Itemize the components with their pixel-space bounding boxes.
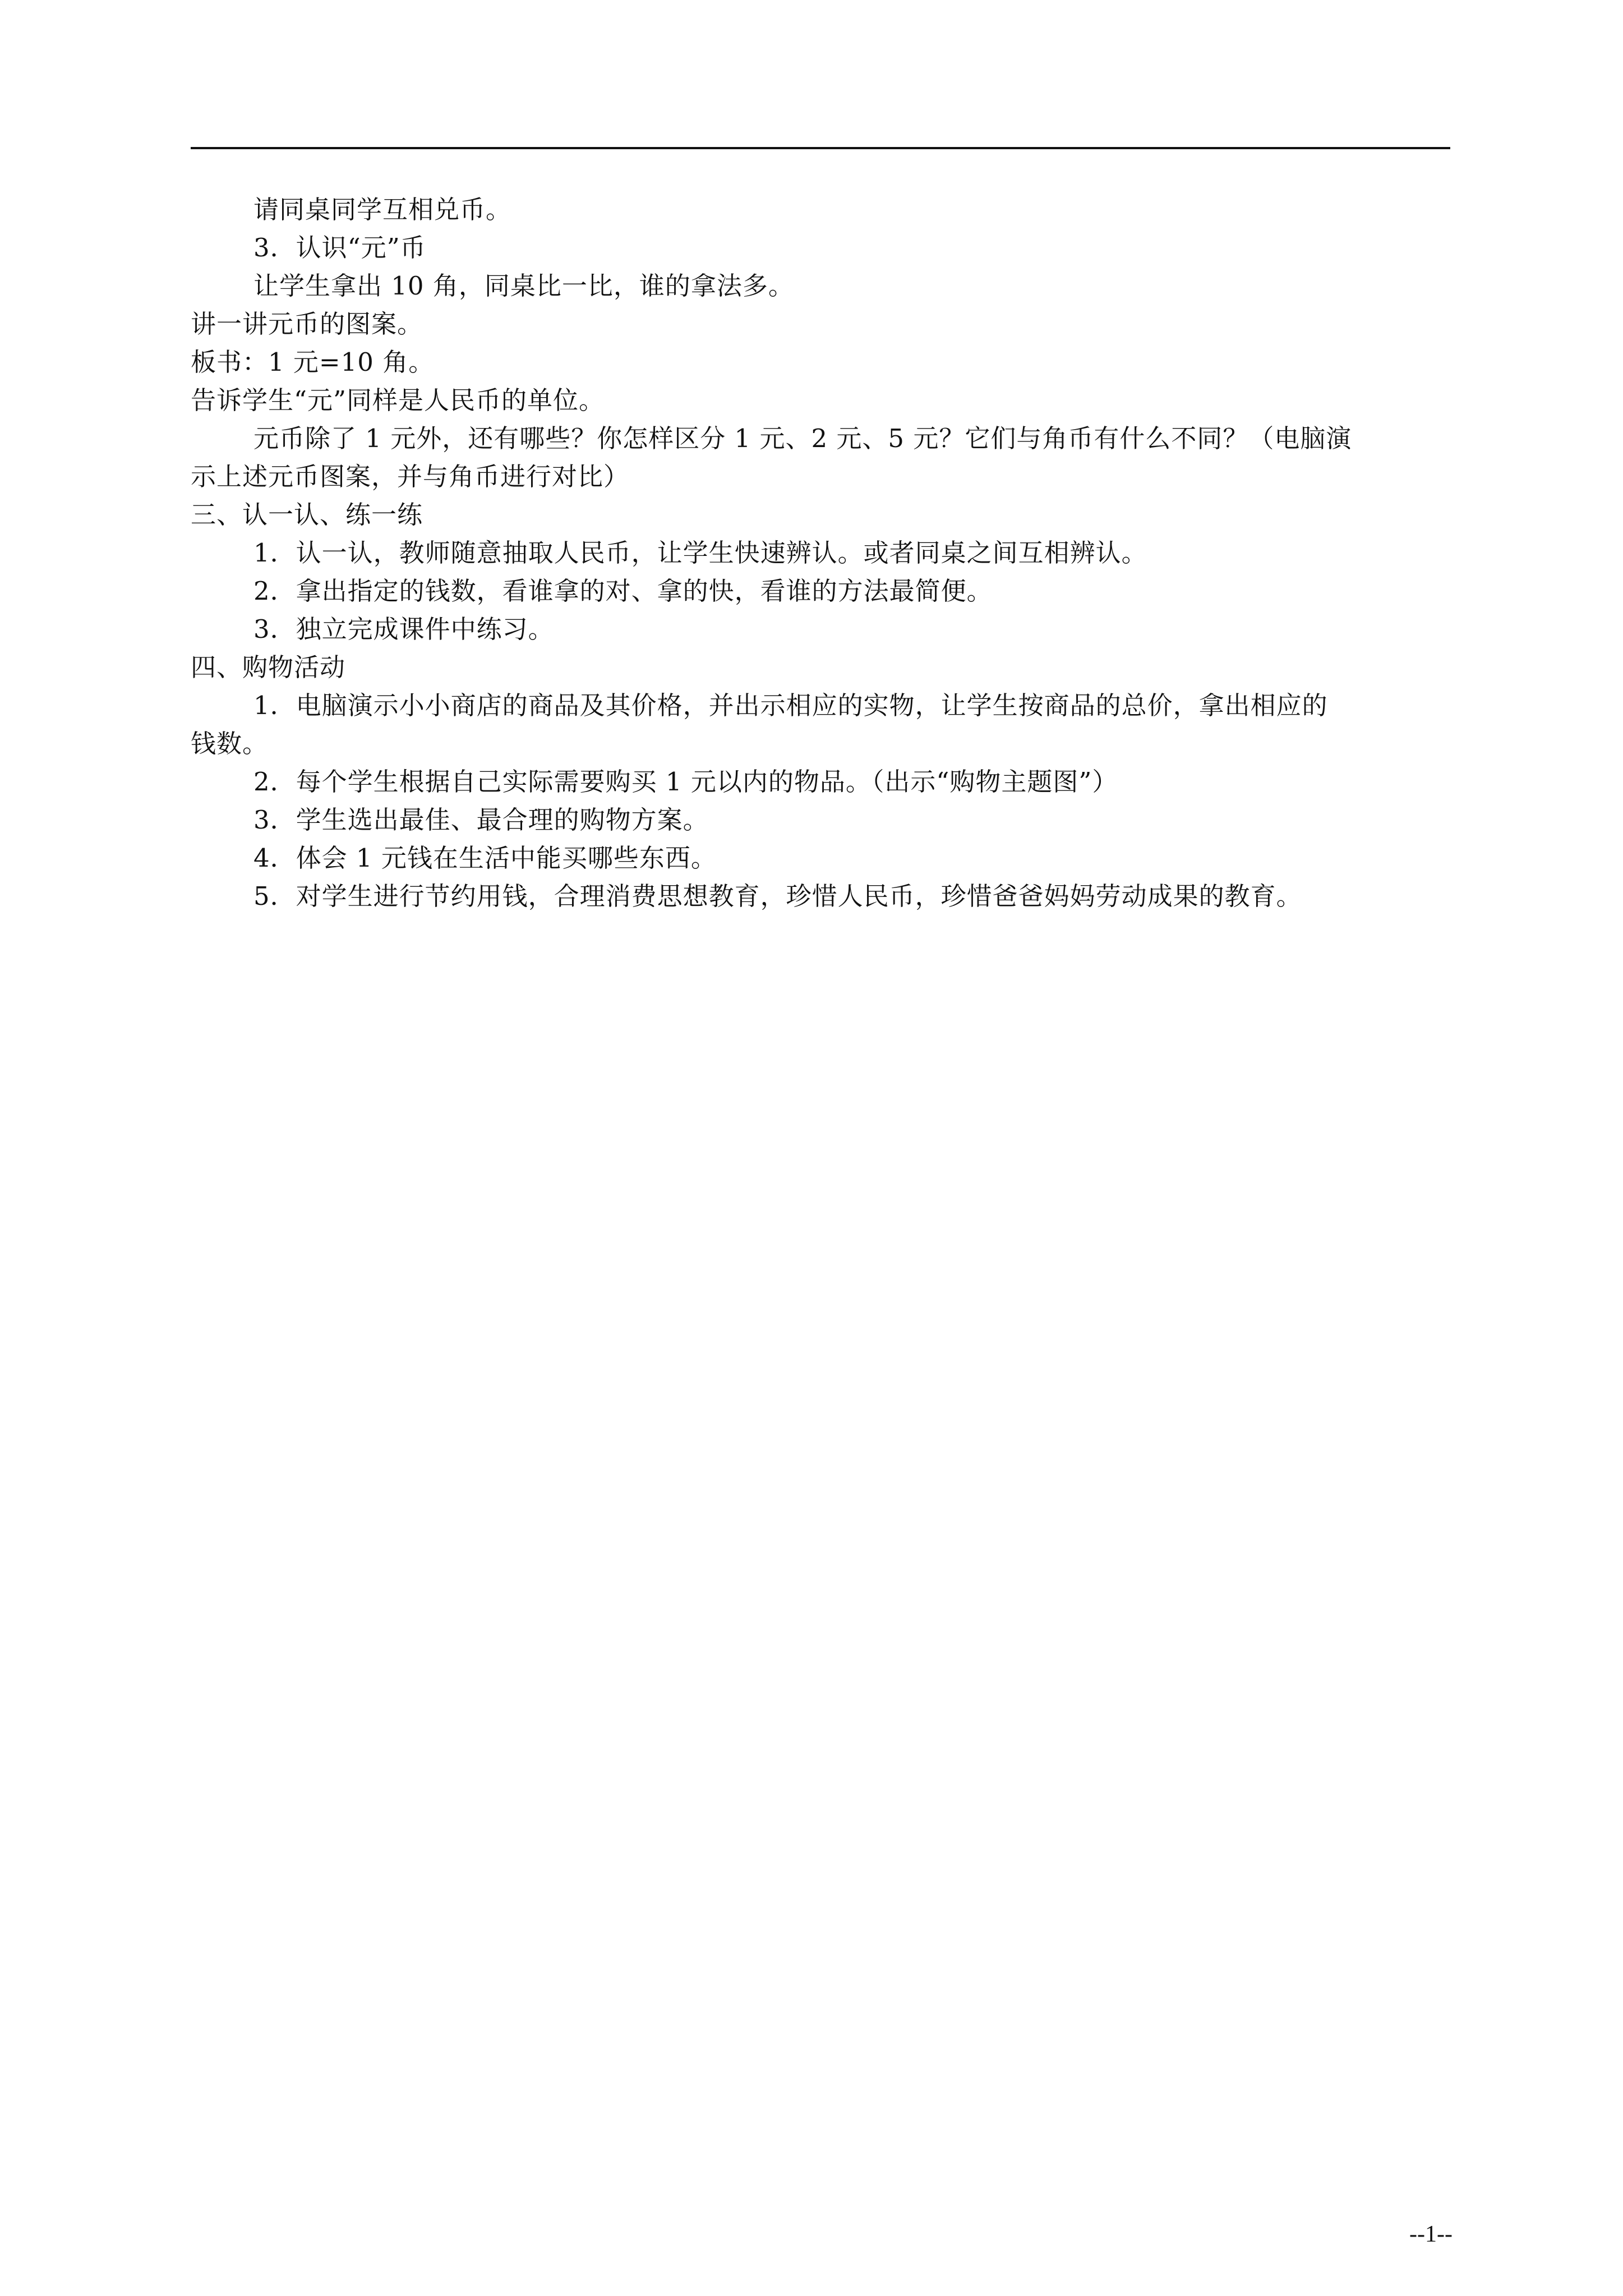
header-rule xyxy=(191,147,1450,149)
text-line: 3．学生选出最佳、最合理的购物方案。 xyxy=(253,805,709,835)
section-heading: 四、购物活动 xyxy=(191,652,346,682)
section-heading: 三、认一认、练一练 xyxy=(191,500,423,530)
text-line: 5．对学生进行节约用钱，合理消费思想教育，珍惜人民币，珍惜爸爸妈妈劳动成果的教育。 xyxy=(253,881,1302,911)
text-line: 2．每个学生根据自己实际需要购买 1 元以内的物品。（出示“购物主题图”） xyxy=(253,767,1118,797)
text-line: 1．电脑演示小小商店的商品及其价格，并出示相应的实物，让学生按商品的总价，拿出相应的 xyxy=(253,691,1328,720)
text-line: 3．认识“元”币 xyxy=(253,233,426,263)
text-line: 告诉学生“元”同样是人民币的单位。 xyxy=(191,385,605,415)
page-number: --1-- xyxy=(1409,2221,1453,2247)
text-line: 4．体会 1 元钱在生活中能买哪些东西。 xyxy=(253,843,717,873)
text-line: 2．拿出指定的钱数，看谁拿的对、拿的快，看谁的方法最简便。 xyxy=(253,576,993,606)
text-line: 板书：1 元=10 角。 xyxy=(191,347,435,377)
text-line: 钱数。 xyxy=(191,729,269,758)
text-line: 请同桌同学互相兑币。 xyxy=(253,195,512,224)
body-text xyxy=(191,191,1450,915)
text-line: 元币除了 1 元外，还有哪些？你怎样区分 1 元、2 元、5 元？它们与角币有什么不同？（电脑演 xyxy=(253,424,1352,453)
text-line: 让学生拿出 10 角，同桌比一比，谁的拿法多。 xyxy=(253,271,794,301)
text-line: 1．认一认，教师随意抽取人民币，让学生快速辨认。或者同桌之间互相辨认。 xyxy=(253,538,1147,568)
text-line: 讲一讲元币的图案。 xyxy=(191,309,423,339)
text-line: 示上述元币图案，并与角币进行对比） xyxy=(191,462,630,491)
text-line: 3．独立完成课件中练习。 xyxy=(253,614,554,644)
